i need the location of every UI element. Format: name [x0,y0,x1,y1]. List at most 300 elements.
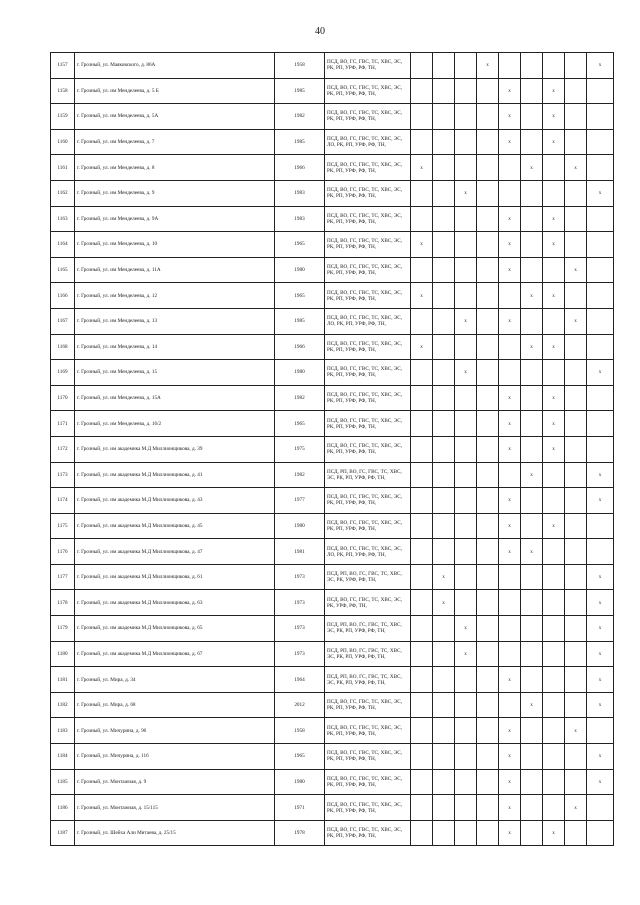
mark-cell [521,436,543,462]
mark-cell: x [543,334,565,360]
mark-cell [433,641,455,667]
table-row [51,155,614,181]
mark-cell [543,667,565,693]
mark-cell [521,53,543,79]
mark-cell [499,616,521,642]
services-cell: ПСД, ВО, ГС, ГВС, ТС, ХВС, ЭС, РК, РП, УРФ, РФ, ТН, [325,155,411,181]
mark-cell: x [587,641,614,667]
mark-cell [521,360,543,386]
mark-cell [587,104,614,130]
mark-cell [411,436,433,462]
address-cell: г. Грозный, ул. им академика М.Д Миллионщикова, д. 43 [75,488,275,514]
row-number: 1185 [51,769,75,795]
mark-cell: x [543,436,565,462]
mark-cell [543,53,565,79]
mark-cell [543,590,565,616]
table-row [51,78,614,104]
services-cell: ПСД, РП, ВО, ГС, ГВС, ТС, ХВС, ЭС, РК, РП, УРФ, РФ, ТН, [325,616,411,642]
services-cell: ПСД, ВО, ГС, ГВС, ТС, ХВС, ЭС, РК, РП, УРФ, РФ, ТН, [325,411,411,437]
mark-cell: x [499,513,521,539]
services-cell: ПСД, ВО, ГС, ГВС, ТС, ХВС, ЭС, РК, РП, УРФ, РФ, ТН, [325,385,411,411]
mark-cell [455,692,477,718]
mark-cell [477,257,499,283]
mark-cell [455,769,477,795]
mark-cell [477,667,499,693]
mark-cell [587,513,614,539]
mark-cell: x [521,155,543,181]
mark-cell: x [587,692,614,718]
year-cell: 1980 [275,513,325,539]
mark-cell: x [499,539,521,565]
mark-cell [477,78,499,104]
services-cell: ПСД, ВО, ГС, ГВС, ТС, ХВС, ЭС, РК, РП, УРФ, РФ, ТН, [325,692,411,718]
year-cell: 1981 [275,539,325,565]
mark-cell [411,308,433,334]
mark-cell [587,820,614,846]
mark-cell [521,129,543,155]
mark-cell: x [499,769,521,795]
mark-cell [433,744,455,770]
year-cell: 1973 [275,616,325,642]
mark-cell [477,206,499,232]
mark-cell [521,180,543,206]
mark-cell [411,795,433,821]
mark-cell [499,462,521,488]
mark-cell [477,104,499,130]
mark-cell [455,564,477,590]
mark-cell [477,180,499,206]
mark-cell [543,616,565,642]
mark-cell [565,232,587,258]
mark-cell: x [587,180,614,206]
mark-cell [521,616,543,642]
mark-cell: x [455,616,477,642]
mark-cell [455,206,477,232]
mark-cell: x [477,53,499,79]
row-number: 1177 [51,564,75,590]
year-cell: 1985 [275,78,325,104]
mark-cell [521,411,543,437]
year-cell: 1985 [275,129,325,155]
row-number: 1178 [51,590,75,616]
year-cell: 1975 [275,436,325,462]
mark-cell [477,232,499,258]
mark-cell: x [499,488,521,514]
mark-cell: x [587,462,614,488]
mark-cell [477,616,499,642]
row-number: 1184 [51,744,75,770]
mark-cell [477,129,499,155]
mark-cell [455,232,477,258]
mark-cell [543,308,565,334]
mark-cell [433,385,455,411]
year-cell: 1982 [275,462,325,488]
mark-cell: x [411,155,433,181]
services-cell: ПСД, ВО, ГС, ГВС, ТС, ХВС, ЭС, РК, РП, УРФ, РФ, ТН, [325,206,411,232]
mark-cell [433,206,455,232]
mark-cell [433,411,455,437]
mark-cell [521,308,543,334]
mark-cell [521,104,543,130]
mark-cell [565,206,587,232]
mark-cell: x [543,129,565,155]
mark-cell [433,513,455,539]
table-row [51,718,614,744]
mark-cell [411,206,433,232]
mark-cell [411,769,433,795]
year-cell: 1966 [275,334,325,360]
mark-cell [521,667,543,693]
mark-cell [455,104,477,130]
mark-cell [411,53,433,79]
row-number: 1172 [51,436,75,462]
mark-cell: x [565,155,587,181]
year-cell: 1973 [275,641,325,667]
address-cell: г. Грозный, ул. им Менделеева, д. 9А [75,206,275,232]
mark-cell [521,769,543,795]
mark-cell [433,539,455,565]
mark-cell [433,360,455,386]
mark-cell [543,180,565,206]
mark-cell [411,539,433,565]
mark-cell [565,180,587,206]
table-row [51,360,614,386]
mark-cell [477,513,499,539]
mark-cell [521,206,543,232]
row-number: 1160 [51,129,75,155]
mark-cell [477,488,499,514]
mark-cell: x [499,744,521,770]
row-number: 1174 [51,488,75,514]
mark-cell: x [499,718,521,744]
mark-cell [433,769,455,795]
mark-cell [433,232,455,258]
mark-cell [411,385,433,411]
mark-cell: x [565,308,587,334]
address-cell: г. Грозный, ул. им Менделеева, д. 9 [75,180,275,206]
table-row [51,334,614,360]
mark-cell: x [499,206,521,232]
mark-cell: x [411,232,433,258]
address-cell: г. Грозный, ул. Монтажная, д. 15/115 [75,795,275,821]
mark-cell [477,411,499,437]
row-number: 1180 [51,641,75,667]
mark-cell [565,462,587,488]
mark-cell [455,385,477,411]
address-cell: г. Грозный, ул. им академика М.Д Миллионщикова, д. 67 [75,641,275,667]
year-cell: 1980 [275,769,325,795]
mark-cell [565,283,587,309]
mark-cell [455,590,477,616]
year-cell: 1982 [275,104,325,130]
mark-cell: x [587,53,614,79]
year-cell: 1966 [275,155,325,181]
table-row [51,308,614,334]
mark-cell [587,283,614,309]
mark-cell [411,104,433,130]
mark-cell [433,283,455,309]
mark-cell [455,155,477,181]
mark-cell [587,436,614,462]
mark-cell [433,795,455,821]
mark-cell [565,488,587,514]
mark-cell [499,590,521,616]
row-number: 1168 [51,334,75,360]
mark-cell [455,257,477,283]
mark-cell [543,564,565,590]
mark-cell [477,360,499,386]
services-cell: ПСД, ВО, ГС, ГВС, ТС, ХВС, ЭС, РК, РП, УРФ, РФ, ТН, [325,769,411,795]
address-cell: г. Грозный, ул. Мира, д. 34 [75,667,275,693]
year-cell: 2012 [275,692,325,718]
mark-cell [521,385,543,411]
mark-cell [411,180,433,206]
mark-cell [411,744,433,770]
address-cell: г. Грозный, ул. Шейха Али Митаева, д. 25/15 [75,820,275,846]
mark-cell [565,641,587,667]
housing-registry-table [50,52,614,846]
mark-cell [455,53,477,79]
mark-cell [433,53,455,79]
row-number: 1170 [51,385,75,411]
mark-cell [543,488,565,514]
mark-cell [433,718,455,744]
mark-cell [587,129,614,155]
table-row [51,769,614,795]
mark-cell [477,692,499,718]
mark-cell: x [521,539,543,565]
mark-cell [477,462,499,488]
mark-cell [565,616,587,642]
mark-cell [477,436,499,462]
table-row [51,795,614,821]
row-number: 1181 [51,667,75,693]
address-cell: г. Грозный, ул. им академика М.Д Миллионщикова, д. 39 [75,436,275,462]
mark-cell [433,692,455,718]
row-number: 1176 [51,539,75,565]
mark-cell [587,795,614,821]
mark-cell [477,795,499,821]
mark-cell [587,257,614,283]
mark-cell [455,436,477,462]
mark-cell [477,820,499,846]
mark-cell [433,104,455,130]
mark-cell [543,769,565,795]
mark-cell [543,360,565,386]
mark-cell: x [499,436,521,462]
mark-cell: x [543,232,565,258]
services-cell: ПСД, ВО, ГС, ГВС, ТС, ХВС, ЭС, РК, РП, УРФ, РФ, ТН, [325,488,411,514]
mark-cell [411,590,433,616]
table-row [51,590,614,616]
mark-cell [455,78,477,104]
year-cell: 1973 [275,564,325,590]
table-row [51,232,614,258]
mark-cell [477,308,499,334]
mark-cell [543,641,565,667]
year-cell: 1982 [275,385,325,411]
mark-cell [587,155,614,181]
mark-cell [411,718,433,744]
table-row [51,257,614,283]
mark-cell [543,795,565,821]
mark-cell: x [499,411,521,437]
mark-cell [411,78,433,104]
year-cell: 1985 [275,308,325,334]
table-row [51,53,614,79]
mark-cell [587,206,614,232]
services-cell: ПСД, ВО, ГС, ГВС, ТС, ХВС, ЭС, РК, РП, УРФ, РФ, ТН, [325,718,411,744]
mark-cell [543,744,565,770]
services-cell: ПСД, ВО, ГС, ГВС, ТС, ХВС, ЭС, РК, РП, УРФ, РФ, ТН, [325,360,411,386]
mark-cell [587,232,614,258]
row-number: 1169 [51,360,75,386]
mark-cell [433,436,455,462]
row-number: 1165 [51,257,75,283]
table-row [51,820,614,846]
table-row [51,104,614,130]
table-row [51,744,614,770]
mark-cell: x [411,334,433,360]
row-number: 1162 [51,180,75,206]
mark-cell [521,820,543,846]
address-cell: г. Грозный, ул. им академика М.Д Миллионщикова, д. 63 [75,590,275,616]
row-number: 1183 [51,718,75,744]
mark-cell [543,692,565,718]
row-number: 1164 [51,232,75,258]
mark-cell: x [543,385,565,411]
address-cell: г. Грозный, ул. Мичурина, д. 116 [75,744,275,770]
mark-cell: x [499,104,521,130]
mark-cell [565,667,587,693]
mark-cell: x [411,283,433,309]
mark-cell [565,692,587,718]
row-number: 1179 [51,616,75,642]
page-number: 40 [315,26,325,37]
year-cell: 1958 [275,53,325,79]
row-number: 1159 [51,104,75,130]
services-cell: ПСД, ВО, ГС, ГВС, ТС, ХВС, ЭС, РК, РП, УРФ, РФ, ТН, [325,78,411,104]
year-cell: 1965 [275,232,325,258]
mark-cell: x [499,820,521,846]
mark-cell [411,129,433,155]
mark-cell [521,744,543,770]
mark-cell: x [433,564,455,590]
mark-cell [587,718,614,744]
mark-cell [411,513,433,539]
mark-cell [543,155,565,181]
mark-cell: x [543,283,565,309]
table-row [51,667,614,693]
mark-cell [455,718,477,744]
mark-cell [477,385,499,411]
registry-body [51,53,614,846]
year-cell: 1964 [275,667,325,693]
services-cell: ПСД, ВО, ГС, ГВС, ТС, ХВС, ЭС, ЛО, РК, РП, УРФ, РФ, ТН, [325,129,411,155]
services-cell: ПСД, РП, ВО, ГС, ГВС, ТС, ХВС, ЭС, РК, РП, УРФ, РФ, ТН, [325,667,411,693]
mark-cell: x [455,641,477,667]
address-cell: г. Грозный, ул. им академика М.Д Миллионщикова, д. 47 [75,539,275,565]
services-cell: ПСД, ВО, ГС, ГВС, ТС, ХВС, ЭС, РК, РП, УРФ, РФ, ТН, [325,283,411,309]
mark-cell [565,590,587,616]
mark-cell [543,257,565,283]
mark-cell [521,78,543,104]
mark-cell [455,488,477,514]
row-number: 1171 [51,411,75,437]
services-cell: ПСД, ВО, ГС, ГВС, ТС, ХВС, ЭС, ЛО, РК, РП, УРФ, РФ, ТН, [325,308,411,334]
table-row [51,564,614,590]
mark-cell [587,539,614,565]
address-cell: г. Грозный, ул. Маяковского, д. 86А [75,53,275,79]
mark-cell [455,513,477,539]
mark-cell [543,539,565,565]
mark-cell [587,385,614,411]
mark-cell [499,692,521,718]
mark-cell [499,180,521,206]
mark-cell [411,641,433,667]
mark-cell [521,513,543,539]
mark-cell [411,257,433,283]
table-row [51,539,614,565]
mark-cell: x [587,488,614,514]
mark-cell [477,539,499,565]
mark-cell: x [433,590,455,616]
year-cell: 1980 [275,257,325,283]
mark-cell: x [455,308,477,334]
address-cell: г. Грозный, ул. Мира, д. 68 [75,692,275,718]
services-cell: ПСД, РП, ВО, ГС, ГВС, ТС, ХВС, ЭС, РК, РП, УРФ, РФ, ТН, [325,641,411,667]
mark-cell: x [587,590,614,616]
services-cell: ПСД, ВО, ГС, ГВС, ТС, ХВС, ЭС, РК, РП, УРФ, РФ, ТН, [325,53,411,79]
mark-cell [565,820,587,846]
row-number: 1173 [51,462,75,488]
mark-cell [433,488,455,514]
address-cell: г. Грозный, ул. им Менделеева, д. 11А [75,257,275,283]
services-cell: ПСД, ВО, ГС, ГВС, ТС, ХВС, ЭС, РК, РП, УРФ, РФ, ТН, [325,820,411,846]
year-cell: 1965 [275,744,325,770]
mark-cell: x [543,820,565,846]
mark-cell [565,78,587,104]
mark-cell [587,411,614,437]
mark-cell [411,462,433,488]
row-number: 1158 [51,78,75,104]
address-cell: г. Грозный, ул. им Менделеева, д. 5 Б [75,78,275,104]
mark-cell [499,641,521,667]
services-cell: ПСД, ВО, ГС, ГВС, ТС, ХВС, ЭС, РК, РП, УРФ, РФ, ТН, [325,744,411,770]
mark-cell [477,283,499,309]
mark-cell [411,360,433,386]
mark-cell [433,667,455,693]
mark-cell [455,411,477,437]
mark-cell [565,744,587,770]
mark-cell [565,513,587,539]
mark-cell [587,308,614,334]
year-cell: 1978 [275,820,325,846]
mark-cell [433,334,455,360]
services-cell: ПСД, ВО, ГС, ГВС, ТС, ХВС, ЭС, РК, РП, УРФ, РФ, ТН, [325,232,411,258]
mark-cell [543,718,565,744]
mark-cell [521,564,543,590]
row-number: 1163 [51,206,75,232]
mark-cell [433,129,455,155]
table-row [51,641,614,667]
year-cell: 1973 [275,590,325,616]
mark-cell [565,436,587,462]
mark-cell [477,334,499,360]
mark-cell: x [587,744,614,770]
mark-cell: x [565,718,587,744]
mark-cell [477,590,499,616]
